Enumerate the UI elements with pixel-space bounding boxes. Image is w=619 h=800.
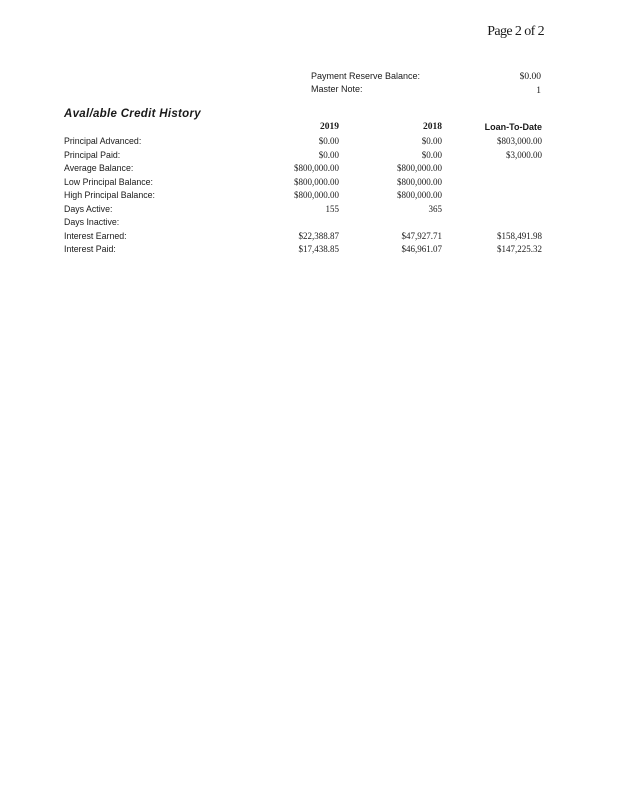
master-note-value: 1	[536, 86, 541, 96]
row-label: Interest Paid:	[64, 244, 116, 254]
cell-value: 155	[325, 203, 339, 214]
row-label: Average Balance:	[64, 163, 134, 173]
row-label: Days Inactive:	[64, 217, 120, 227]
cell-value: $800,000.00	[294, 190, 339, 200]
cell-value: $3,000.00	[506, 149, 542, 160]
row-label: High Principal Balance:	[64, 190, 155, 200]
cell-value: $800,000.00	[397, 163, 442, 173]
row-label: Principal Paid:	[64, 149, 121, 160]
cell-value: $0.00	[421, 149, 442, 160]
cell-value: $147,225.32	[497, 244, 542, 254]
table-row	[0, 204, 619, 217]
row-label: Low Principal Balance:	[64, 176, 153, 187]
cell-value: $17,438.85	[298, 244, 339, 254]
column-header-loan-to-date: Loan-To-Date	[484, 122, 542, 132]
cell-value: $803,000.00	[497, 136, 542, 146]
cell-value: $0.00	[318, 149, 339, 160]
table-row	[0, 150, 619, 163]
column-header-2019: 2019	[320, 122, 339, 132]
table-row	[0, 177, 619, 190]
payment-reserve-value: $0.00	[519, 72, 541, 82]
table-row	[0, 136, 619, 149]
cell-value: $46,961.07	[401, 244, 442, 254]
cell-value: $0.00	[421, 136, 442, 146]
cell-value: $800,000.00	[294, 163, 339, 173]
table-row	[0, 217, 619, 230]
cell-value: $47,927.71	[401, 230, 442, 241]
cell-value: $158,491.98	[497, 230, 542, 241]
cell-value: 365	[428, 203, 442, 214]
payment-reserve-label: Payment Reserve Balance:	[311, 71, 421, 81]
row-label: Principal Advanced:	[64, 136, 142, 146]
table-row	[0, 231, 619, 244]
master-note-label: Master Note:	[311, 84, 363, 94]
row-label: Days Active:	[64, 203, 113, 214]
cell-value: $800,000.00	[294, 176, 339, 187]
row-label: Interest Earned:	[64, 230, 127, 241]
table-row	[0, 163, 619, 176]
cell-value: $0.00	[318, 136, 339, 146]
section-title: Aval/able Credit History	[64, 108, 201, 120]
cell-value: $800,000.00	[397, 176, 442, 187]
table-row	[0, 244, 619, 257]
column-header-2018: 2018	[423, 122, 442, 132]
cell-value: $800,000.00	[397, 190, 442, 200]
page-number: Page 2 of 2	[487, 24, 544, 39]
cell-value: $22,388.87	[298, 230, 339, 241]
table-row	[0, 190, 619, 203]
